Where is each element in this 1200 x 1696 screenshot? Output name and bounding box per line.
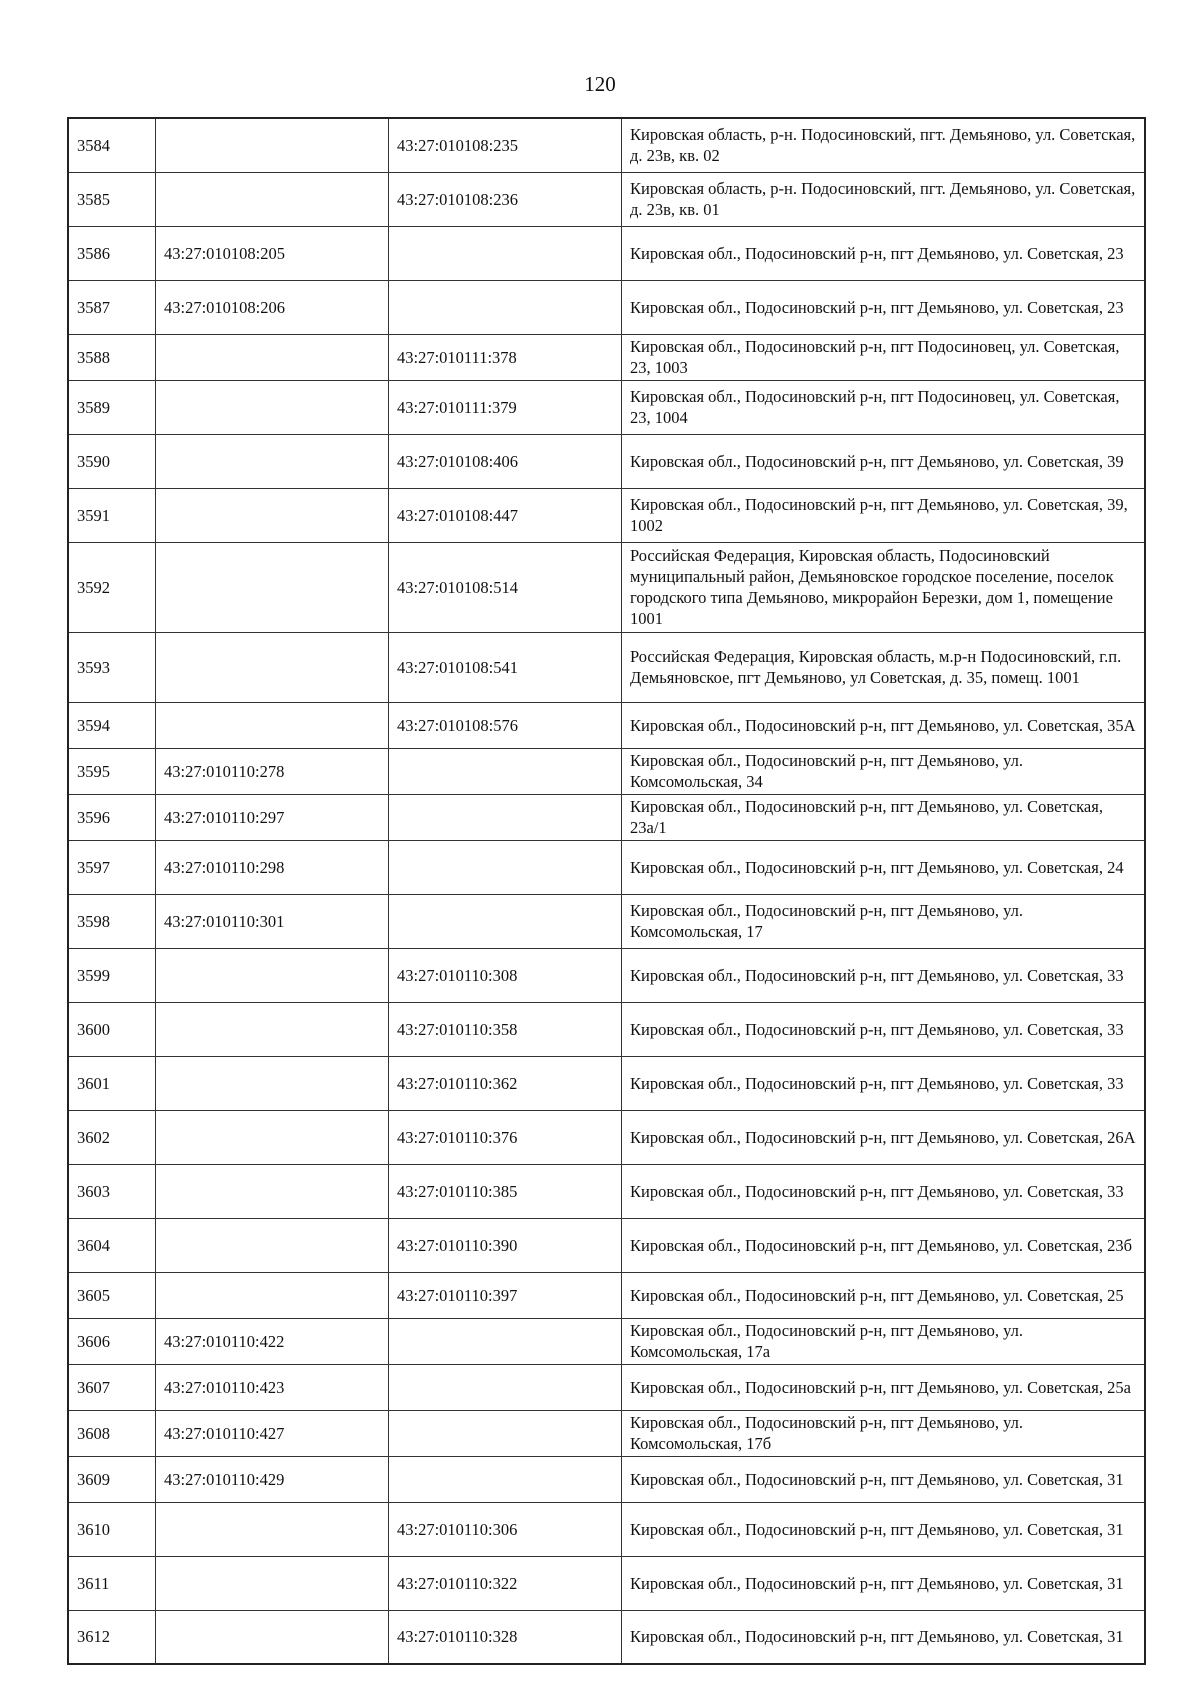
page-number: 120 [584, 72, 616, 96]
building-cadastral-number-cell: 43:27:010111:378 [389, 334, 622, 380]
building-cadastral-number-cell: 43:27:010108:235 [389, 118, 622, 172]
row-number-cell: 3605 [68, 1272, 156, 1318]
row-number-cell: 3593 [68, 632, 156, 702]
building-cadastral-number-cell: 43:27:010108:576 [389, 702, 622, 748]
cadastral-number-cell [156, 1164, 389, 1218]
building-cadastral-number-cell [389, 1456, 622, 1502]
cadastral-number-cell: 43:27:010110:423 [156, 1364, 389, 1410]
table-row [68, 1110, 1145, 1164]
address-cell: Кировская обл., Подосиновский р-н, пгт Демьяново, ул. Советская, 33 [622, 1056, 1146, 1110]
row-number-cell: 3587 [68, 280, 156, 334]
address-cell: Кировская обл., Подосиновский р-н, пгт Демьяново, ул. Советская, 26А [622, 1110, 1146, 1164]
row-number-cell: 3588 [68, 334, 156, 380]
cadastral-number-cell: 43:27:010110:301 [156, 894, 389, 948]
address-cell: Кировская обл., Подосиновский р-н, пгт Демьяново, ул. Советская, 24 [622, 840, 1146, 894]
cadastral-number-cell [156, 434, 389, 488]
table-row [68, 840, 1145, 894]
row-number-cell: 3585 [68, 172, 156, 226]
building-cadastral-number-cell: 43:27:010110:385 [389, 1164, 622, 1218]
row-number-cell: 3600 [68, 1002, 156, 1056]
cadastral-number-cell: 43:27:010108:206 [156, 280, 389, 334]
row-number-cell: 3596 [68, 794, 156, 840]
address-cell: Российская Федерация, Кировская область, м.р-н Подосиновский, г.п. Демьяновское, пгт Демьяново, ул Советская, д. 35, помещ. 1001 [622, 632, 1146, 702]
cadastral-number-cell: 43:27:010110:297 [156, 794, 389, 840]
address-cell: Кировская обл., Подосиновский р-н, пгт Демьяново, ул. Советская, 25 [622, 1272, 1146, 1318]
registry-table [67, 117, 1146, 1665]
building-cadastral-number-cell [389, 1364, 622, 1410]
row-number-cell: 3603 [68, 1164, 156, 1218]
table-row [68, 1272, 1145, 1318]
cadastral-number-cell [156, 632, 389, 702]
table-row [68, 1502, 1145, 1556]
building-cadastral-number-cell: 43:27:010108:236 [389, 172, 622, 226]
table-row [68, 632, 1145, 702]
row-number-cell: 3595 [68, 748, 156, 794]
table-row [68, 702, 1145, 748]
table-row [68, 434, 1145, 488]
table-row [68, 748, 1145, 794]
address-cell: Кировская обл., Подосиновский р-н, пгт Демьяново, ул. Советская, 31 [622, 1610, 1146, 1664]
row-number-cell: 3594 [68, 702, 156, 748]
address-cell: Кировская обл., Подосиновский р-н, пгт Демьяново, ул. Советская, 35А [622, 702, 1146, 748]
building-cadastral-number-cell: 43:27:010108:447 [389, 488, 622, 542]
address-cell: Кировская обл., Подосиновский р-н, пгт Демьяново, ул. Советская, 33 [622, 1164, 1146, 1218]
address-cell: Кировская обл., Подосиновский р-н, пгт Демьяново, ул. Советская, 31 [622, 1502, 1146, 1556]
row-number-cell: 3610 [68, 1502, 156, 1556]
cadastral-number-cell [156, 542, 389, 632]
cadastral-number-cell: 43:27:010110:429 [156, 1456, 389, 1502]
building-cadastral-number-cell [389, 226, 622, 280]
row-number-cell: 3597 [68, 840, 156, 894]
cadastral-number-cell [156, 118, 389, 172]
address-cell: Кировская обл., Подосиновский р-н, пгт Демьяново, ул. Советская, 23б [622, 1218, 1146, 1272]
cadastral-number-cell [156, 948, 389, 1002]
row-number-cell: 3584 [68, 118, 156, 172]
row-number-cell: 3608 [68, 1410, 156, 1456]
building-cadastral-number-cell: 43:27:010108:514 [389, 542, 622, 632]
address-cell: Кировская обл., Подосиновский р-н, пгт Демьяново, ул. Советская, 23а/1 [622, 794, 1146, 840]
building-cadastral-number-cell [389, 840, 622, 894]
table-row [68, 334, 1145, 380]
building-cadastral-number-cell [389, 748, 622, 794]
building-cadastral-number-cell: 43:27:010108:406 [389, 434, 622, 488]
table-row [68, 1456, 1145, 1502]
building-cadastral-number-cell [389, 894, 622, 948]
address-cell: Российская Федерация, Кировская область, Подосиновский муниципальный район, Демьяновское городское поселение, поселок городского типа Демьяново, микрорайон Березки, дом 1, помещение 1001 [622, 542, 1146, 632]
address-cell: Кировская область, р-н. Подосиновский, пгт. Демьяново, ул. Советская, д. 23в, кв. 02 [622, 118, 1146, 172]
cadastral-number-cell: 43:27:010110:298 [156, 840, 389, 894]
cadastral-number-cell [156, 1056, 389, 1110]
cadastral-number-cell: 43:27:010110:422 [156, 1318, 389, 1364]
row-number-cell: 3606 [68, 1318, 156, 1364]
table-row [68, 1610, 1145, 1664]
table-row [68, 488, 1145, 542]
cadastral-number-cell [156, 1272, 389, 1318]
table-row [68, 380, 1145, 434]
table-row [68, 1164, 1145, 1218]
table-row [68, 1318, 1145, 1364]
row-number-cell: 3602 [68, 1110, 156, 1164]
building-cadastral-number-cell: 43:27:010110:376 [389, 1110, 622, 1164]
table-row [68, 226, 1145, 280]
building-cadastral-number-cell [389, 794, 622, 840]
registry-table-body [68, 118, 1145, 1664]
address-cell: Кировская обл., Подосиновский р-н, пгт Демьяново, ул. Комсомольская, 17а [622, 1318, 1146, 1364]
table-row [68, 1364, 1145, 1410]
table-row [68, 948, 1145, 1002]
row-number-cell: 3601 [68, 1056, 156, 1110]
building-cadastral-number-cell: 43:27:010110:358 [389, 1002, 622, 1056]
building-cadastral-number-cell: 43:27:010110:362 [389, 1056, 622, 1110]
table-row [68, 894, 1145, 948]
cadastral-number-cell: 43:27:010108:205 [156, 226, 389, 280]
cadastral-number-cell [156, 1556, 389, 1610]
address-cell: Кировская обл., Подосиновский р-н, пгт Демьяново, ул. Советская, 31 [622, 1556, 1146, 1610]
building-cadastral-number-cell: 43:27:010110:328 [389, 1610, 622, 1664]
cadastral-number-cell [156, 1502, 389, 1556]
address-cell: Кировская обл., Подосиновский р-н, пгт Подосиновец, ул. Советская, 23, 1003 [622, 334, 1146, 380]
table-row [68, 794, 1145, 840]
row-number-cell: 3611 [68, 1556, 156, 1610]
cadastral-number-cell [156, 702, 389, 748]
cadastral-number-cell: 43:27:010110:278 [156, 748, 389, 794]
building-cadastral-number-cell: 43:27:010110:308 [389, 948, 622, 1002]
row-number-cell: 3590 [68, 434, 156, 488]
table-row [68, 542, 1145, 632]
row-number-cell: 3612 [68, 1610, 156, 1664]
address-cell: Кировская область, р-н. Подосиновский, пгт. Демьяново, ул. Советская, д. 23в, кв. 01 [622, 172, 1146, 226]
address-cell: Кировская обл., Подосиновский р-н, пгт Демьяново, ул. Комсомольская, 17 [622, 894, 1146, 948]
address-cell: Кировская обл., Подосиновский р-н, пгт Демьяново, ул. Советская, 25а [622, 1364, 1146, 1410]
row-number-cell: 3609 [68, 1456, 156, 1502]
row-number-cell: 3591 [68, 488, 156, 542]
row-number-cell: 3604 [68, 1218, 156, 1272]
cadastral-number-cell [156, 1110, 389, 1164]
cadastral-number-cell [156, 1610, 389, 1664]
row-number-cell: 3598 [68, 894, 156, 948]
building-cadastral-number-cell [389, 1318, 622, 1364]
building-cadastral-number-cell: 43:27:010110:306 [389, 1502, 622, 1556]
cadastral-number-cell [156, 488, 389, 542]
address-cell: Кировская обл., Подосиновский р-н, пгт Демьяново, ул. Советская, 23 [622, 226, 1146, 280]
table-row [68, 1218, 1145, 1272]
building-cadastral-number-cell [389, 280, 622, 334]
cadastral-number-cell: 43:27:010110:427 [156, 1410, 389, 1456]
building-cadastral-number-cell: 43:27:010110:397 [389, 1272, 622, 1318]
table-row [68, 118, 1145, 172]
table-row [68, 1056, 1145, 1110]
address-cell: Кировская обл., Подосиновский р-н, пгт Демьяново, ул. Советская, 33 [622, 948, 1146, 1002]
cadastral-number-cell [156, 1218, 389, 1272]
address-cell: Кировская обл., Подосиновский р-н, пгт Демьяново, ул. Советская, 33 [622, 1002, 1146, 1056]
table-row [68, 280, 1145, 334]
address-cell: Кировская обл., Подосиновский р-н, пгт Демьяново, ул. Советская, 39 [622, 434, 1146, 488]
row-number-cell: 3599 [68, 948, 156, 1002]
address-cell: Кировская обл., Подосиновский р-н, пгт Подосиновец, ул. Советская, 23, 1004 [622, 380, 1146, 434]
building-cadastral-number-cell [389, 1410, 622, 1456]
row-number-cell: 3607 [68, 1364, 156, 1410]
building-cadastral-number-cell: 43:27:010110:390 [389, 1218, 622, 1272]
table-row [68, 172, 1145, 226]
building-cadastral-number-cell: 43:27:010108:541 [389, 632, 622, 702]
table-row [68, 1556, 1145, 1610]
table-row [68, 1002, 1145, 1056]
row-number-cell: 3586 [68, 226, 156, 280]
row-number-cell: 3592 [68, 542, 156, 632]
building-cadastral-number-cell: 43:27:010111:379 [389, 380, 622, 434]
address-cell: Кировская обл., Подосиновский р-н, пгт Демьяново, ул. Советская, 23 [622, 280, 1146, 334]
cadastral-number-cell [156, 1002, 389, 1056]
row-number-cell: 3589 [68, 380, 156, 434]
address-cell: Кировская обл., Подосиновский р-н, пгт Демьяново, ул. Советская, 39, 1002 [622, 488, 1146, 542]
cadastral-number-cell [156, 334, 389, 380]
address-cell: Кировская обл., Подосиновский р-н, пгт Демьяново, ул. Комсомольская, 17б [622, 1410, 1146, 1456]
building-cadastral-number-cell: 43:27:010110:322 [389, 1556, 622, 1610]
table-row [68, 1410, 1145, 1456]
address-cell: Кировская обл., Подосиновский р-н, пгт Демьяново, ул. Комсомольская, 34 [622, 748, 1146, 794]
cadastral-number-cell [156, 172, 389, 226]
address-cell: Кировская обл., Подосиновский р-н, пгт Демьяново, ул. Советская, 31 [622, 1456, 1146, 1502]
cadastral-number-cell [156, 380, 389, 434]
